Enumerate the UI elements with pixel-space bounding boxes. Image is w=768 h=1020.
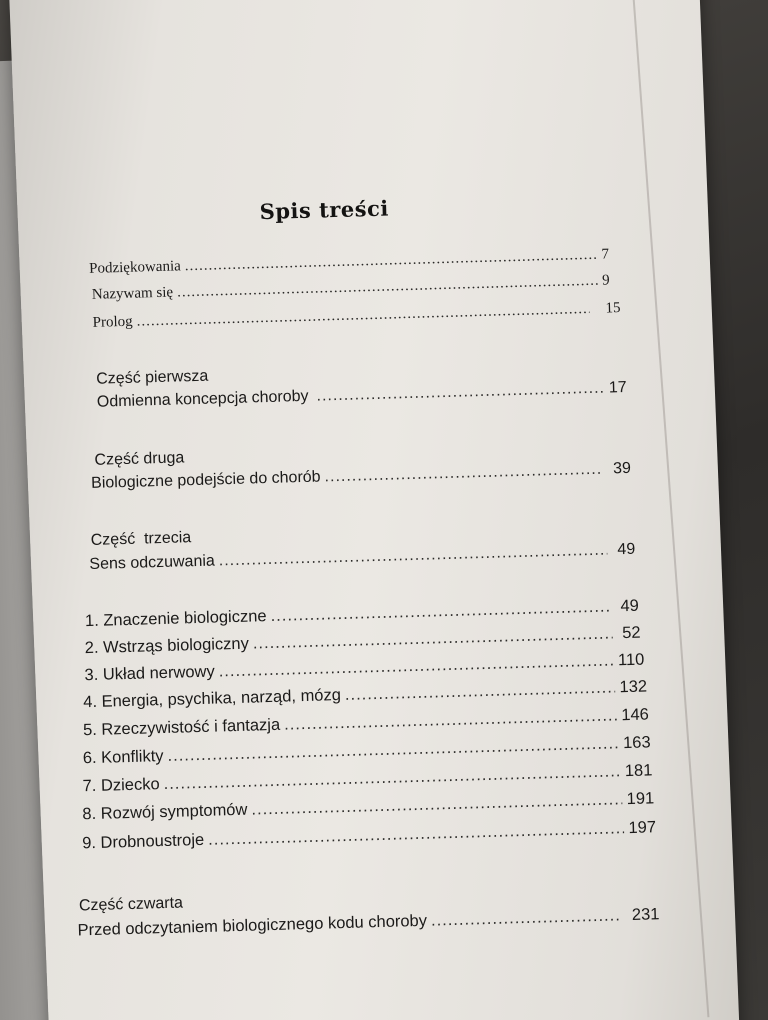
toc-entry-chapter-8	[82, 789, 654, 824]
entry-page: 197	[628, 818, 657, 838]
part-two-heading: Część druga	[94, 449, 185, 469]
entry-label: 5. Rzeczywistość i fantazja	[82, 715, 281, 740]
entry-label: Biologiczne podejście do chorób	[90, 468, 321, 492]
dot-leader	[270, 597, 610, 625]
entry-page: 15	[605, 300, 621, 317]
entry-page: 132	[619, 677, 648, 697]
dot-leader	[284, 706, 618, 734]
dot-leader	[324, 461, 603, 487]
toc-entry-acknowledgements	[89, 246, 609, 278]
dot-leader	[163, 762, 621, 794]
part-three-heading: Część trzecia	[90, 529, 192, 549]
entry-page: 191	[626, 789, 655, 809]
toc-title: Spis treści	[259, 195, 390, 225]
entry-label: Odmienna koncepcja choroby	[96, 387, 309, 411]
dot-leader	[251, 790, 623, 819]
toc-entry-my-name	[92, 272, 610, 303]
dot-leader	[316, 380, 605, 406]
entry-label: 1. Znaczenie biologiczne	[84, 607, 267, 631]
entry-label: 2. Wstrząs biologiczny	[84, 634, 250, 658]
dot-leader	[167, 734, 619, 766]
entry-page: 181	[624, 761, 653, 781]
table-of-contents	[26, 0, 660, 1020]
part-one-heading: Część pierwsza	[96, 367, 209, 388]
entry-label: Przed odczytaniem biologicznego kodu choroby	[77, 911, 428, 940]
dot-leader	[136, 301, 589, 331]
entry-page: 49	[620, 596, 640, 616]
entry-label: 3. Układ nerwowy	[84, 662, 215, 685]
entry-label: 9. Drobnoustroje	[81, 830, 205, 853]
entry-page: 146	[621, 705, 650, 725]
dot-leader	[345, 678, 616, 705]
entry-page: 9	[601, 272, 610, 289]
dot-leader	[218, 651, 614, 681]
toc-entry-prologue	[92, 300, 620, 332]
entry-label: Prolog	[92, 313, 133, 331]
toc-entry-chapter-9	[82, 818, 656, 853]
dot-leader	[219, 542, 608, 571]
entry-label: 4. Energia, psychika, narząd, mózg	[83, 686, 342, 712]
entry-label: Nazywam się	[91, 284, 174, 303]
dot-leader	[208, 819, 625, 850]
entry-page: 110	[617, 650, 645, 670]
dot-leader	[185, 247, 598, 276]
entry-page: 52	[621, 623, 641, 643]
entry-label: Sens odczuwania	[89, 552, 216, 574]
entry-label: Podziękowania	[88, 258, 181, 277]
entry-page: 7	[601, 246, 610, 263]
dot-leader	[253, 624, 613, 653]
entry-page: 39	[612, 459, 632, 478]
entry-label: 7. Dziecko	[82, 775, 160, 796]
entry-page: 231	[631, 905, 660, 925]
dot-leader	[431, 906, 622, 930]
part-four-heading: Część czwarta	[78, 894, 184, 915]
entry-page: 49	[617, 540, 636, 559]
entry-label: 8. Rozwój symptomów	[82, 800, 248, 824]
dot-leader	[177, 273, 599, 302]
entry-page: 17	[608, 378, 627, 397]
entry-label: 6. Konflikty	[82, 747, 164, 768]
entry-page: 163	[622, 733, 651, 753]
